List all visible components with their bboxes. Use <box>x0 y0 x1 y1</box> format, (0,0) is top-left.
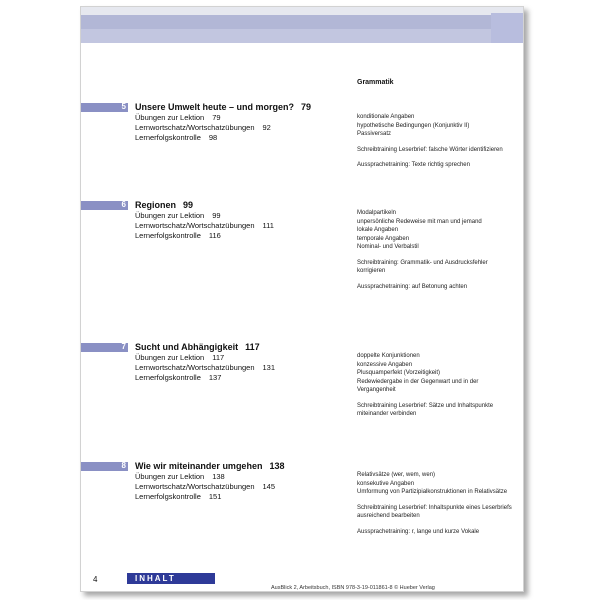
grammar-item: doppelte Konjunktionen <box>357 353 420 359</box>
subsection-list <box>135 113 271 143</box>
subsection-row[interactable] <box>135 363 275 373</box>
subsection-label: Lernwortschatz/Wortschatzübungen <box>135 221 255 230</box>
unit-title-text: Sucht und Abhängigkeit <box>135 342 239 352</box>
unit-title[interactable] <box>135 342 260 352</box>
footer-credit: AusBlick 2, Arbeitsbuch, ISBN 978-3-19-011861-8 © Hueber Verlag <box>271 585 435 591</box>
unit-title[interactable] <box>135 102 311 112</box>
unit-title-text: Wie wir miteinander umgehen <box>135 461 263 471</box>
subsection-page: 117 <box>212 353 225 362</box>
unit-title-text: Unsere Umwelt heute – und morgen? <box>135 102 295 112</box>
section-label: INHALT <box>135 574 176 583</box>
subsection-label: Lernerfolgskontrolle <box>135 133 201 142</box>
subsection-label: Lernerfolgskontrolle <box>135 231 201 240</box>
subsection-label: Übungen zur Lektion <box>135 472 205 481</box>
unit-title-text: Regionen <box>135 200 177 210</box>
subsection-label: Lernwortschatz/Wortschatzübungen <box>135 363 255 372</box>
subsection-row[interactable] <box>135 123 271 133</box>
subsection-label: Lernwortschatz/Wortschatzübungen <box>135 123 255 132</box>
subsection-row[interactable] <box>135 221 274 231</box>
unit-page: 117 <box>245 342 260 352</box>
subsection-page: 138 <box>212 472 225 481</box>
subsection-row[interactable] <box>135 113 271 123</box>
subsection-row[interactable] <box>135 133 271 143</box>
grammar-item: Redewiedergabe in der Gegenwart und in der Vergangenheit <box>357 378 479 393</box>
header-corner-block <box>491 13 523 43</box>
header-bar <box>81 15 491 29</box>
grammar-item: Nominal- und Verbalstil <box>357 244 419 250</box>
subsection-list <box>135 472 275 502</box>
subsection-page: 151 <box>208 492 222 501</box>
subsection-row[interactable] <box>135 472 275 482</box>
skill-item: Aussprachetraining: auf Betonung achten <box>357 283 468 290</box>
subsection-list <box>135 353 275 383</box>
subsection-page: 79 <box>212 113 221 122</box>
grammar-item: Passiversatz <box>357 131 392 137</box>
unit-page: 99 <box>183 200 194 210</box>
grammar-item: temporale Angaben <box>357 235 410 242</box>
unit-number-bar <box>81 201 128 210</box>
grammar-item: Umformung von Partizipialkonstruktionen in Relativsätze <box>357 489 508 495</box>
unit-title[interactable] <box>135 200 193 210</box>
skill-item: Schreibtraining Leserbrief: Inhaltspunkte eines Leserbriefs ausreichend bearbeiten <box>357 504 512 519</box>
subsection-page: 99 <box>212 211 221 220</box>
subsection-row[interactable] <box>135 353 275 363</box>
subsection-page: 98 <box>208 133 218 142</box>
grammar-item: Plusquamperfekt (Vorzeitigkeit) <box>357 370 441 376</box>
subsection-row[interactable] <box>135 373 275 383</box>
grammar-list <box>357 352 517 419</box>
grammar-item: hypothetische Bedingungen (Konjunktiv II) <box>357 122 470 129</box>
unit-number: 7 <box>121 342 126 351</box>
unit-page: 79 <box>301 102 312 112</box>
subsection-label: Lernerfolgskontrolle <box>135 492 201 501</box>
unit-number-bar <box>81 462 128 471</box>
grammar-list <box>357 113 517 170</box>
unit-number: 6 <box>121 200 126 209</box>
grammar-item: lokale Angaben <box>357 227 399 233</box>
unit-number: 8 <box>121 461 126 470</box>
grammar-item: unpersönliche Redeweise mit man und jemand <box>357 218 482 225</box>
unit-number: 5 <box>121 102 126 111</box>
subsection-list <box>135 211 274 241</box>
skill-item: Schreibtraining Leserbrief: Sätze und Inhaltspunkte miteinander verbinden <box>357 402 494 417</box>
grammar-item: konzessive Angaben <box>357 361 413 368</box>
unit-title[interactable] <box>135 461 284 471</box>
subsection-label: Übungen zur Lektion <box>135 113 205 122</box>
grammar-item: konditionale Angaben <box>357 114 415 120</box>
subsection-row[interactable] <box>135 231 274 241</box>
subsection-label: Lernwortschatz/Wortschatzübungen <box>135 482 255 491</box>
grammatik-heading: Grammatik <box>357 79 394 86</box>
section-label-bar <box>127 573 215 584</box>
subsection-row[interactable] <box>135 482 275 492</box>
subsection-row[interactable] <box>135 211 274 221</box>
unit-number-bar <box>81 103 128 112</box>
skill-item: Schreibtraining Leserbrief: falsche Wörter identifizieren <box>357 146 503 153</box>
grammar-list <box>357 209 517 291</box>
skill-item: Schreibtraining: Grammatik- und Ausdrucksfehler korrigieren <box>357 259 488 274</box>
subsection-page: 137 <box>208 373 222 382</box>
skill-item: Aussprachetraining: Texte richtig sprechen <box>357 162 470 168</box>
subsection-label: Übungen zur Lektion <box>135 353 205 362</box>
subsection-page: 92 <box>262 123 271 132</box>
page-number: 4 <box>93 575 98 584</box>
subsection-page: 145 <box>262 482 276 491</box>
grammar-item: Relativsätze (wer, wem, wen) <box>357 472 436 478</box>
grammar-item: Modalpartikeln <box>357 210 397 216</box>
header-bar-lower <box>81 29 523 43</box>
subsection-row[interactable] <box>135 492 275 502</box>
subsection-page: 131 <box>262 363 276 372</box>
subsection-page: 116 <box>208 231 221 240</box>
grammar-list <box>357 471 517 536</box>
unit-page: 138 <box>269 461 285 471</box>
subsection-label: Lernerfolgskontrolle <box>135 373 201 382</box>
skill-item: Aussprachetraining: r, lange und kurze Vokale <box>357 528 480 535</box>
document-page <box>80 6 524 592</box>
unit-number-bar <box>81 343 128 352</box>
subsection-label: Übungen zur Lektion <box>135 211 205 220</box>
subsection-page: 111 <box>262 221 274 230</box>
grammar-item: konsekutive Angaben <box>357 480 415 487</box>
